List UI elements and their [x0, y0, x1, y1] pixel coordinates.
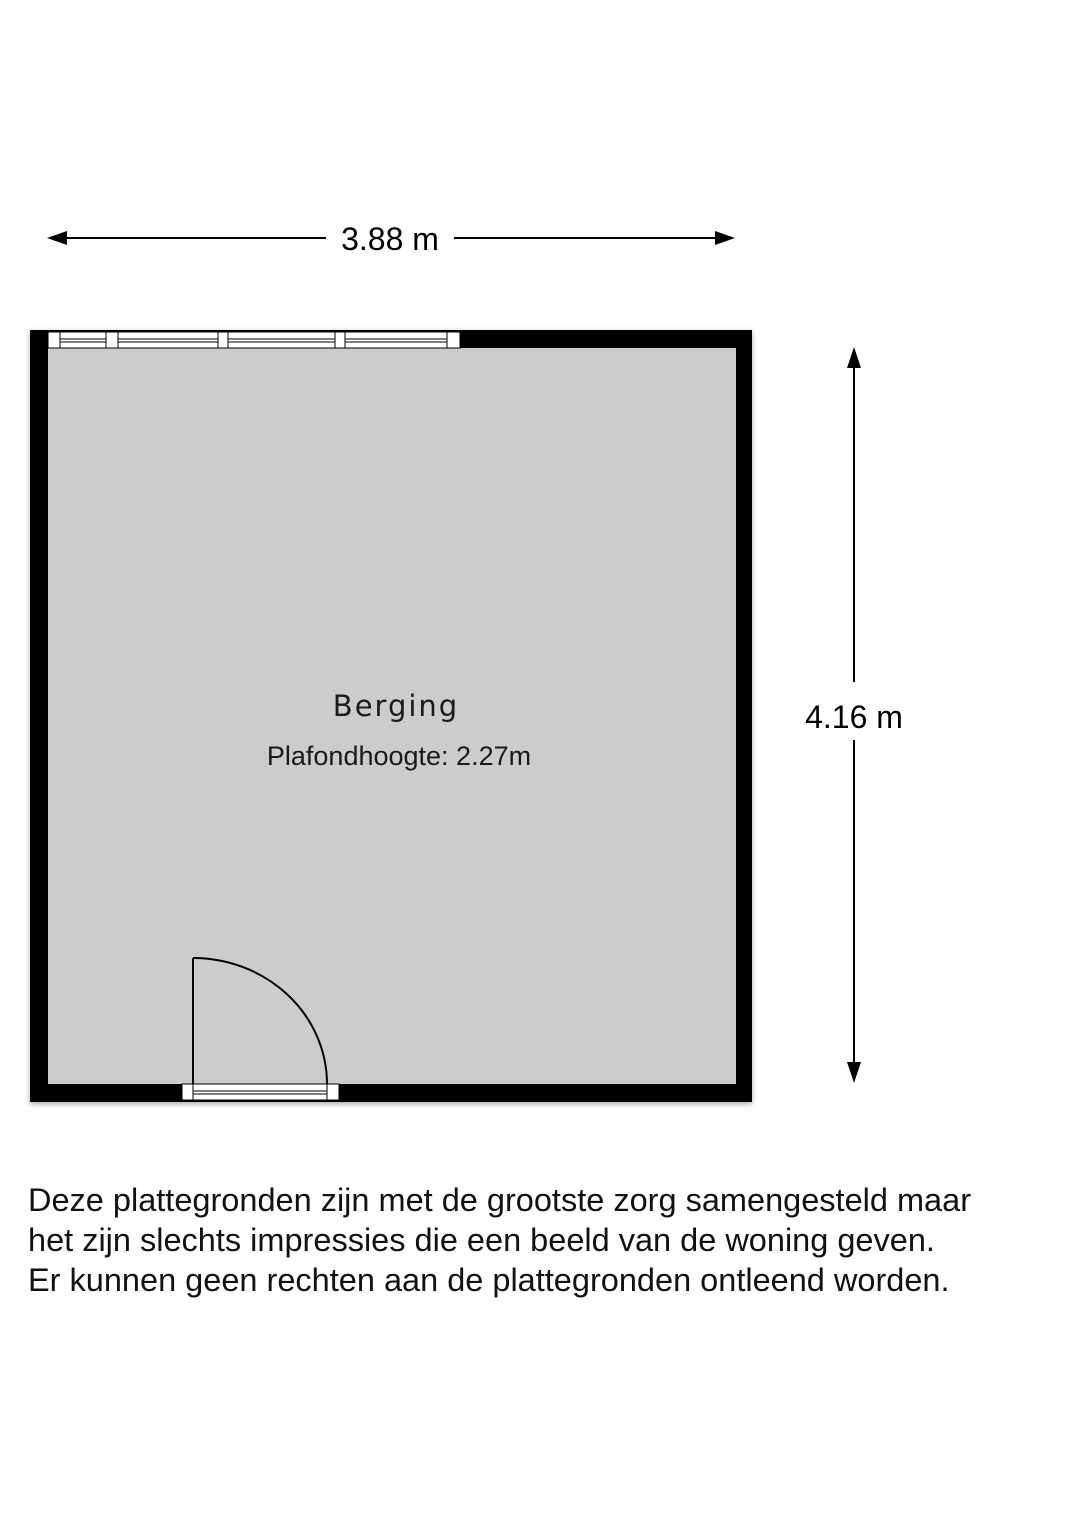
room-berging [30, 330, 752, 1102]
disclaimer-line: Er kunnen geen rechten aan de plattegronden ontleend worden. [28, 1262, 950, 1298]
disclaimer-line: Deze plattegronden zijn met de grootste zorg samengesteld maar [28, 1182, 972, 1218]
arrow-left-icon [47, 231, 67, 245]
disclaimer-line: het zijn slechts impressies die een beeld van de woning geven. [28, 1222, 935, 1258]
window [48, 332, 460, 348]
disclaimer [28, 1180, 1073, 1300]
arrow-up-icon [847, 347, 861, 368]
width-dimension [47, 221, 735, 257]
arrow-down-icon [847, 1062, 861, 1083]
arrow-right-icon [715, 231, 735, 245]
height-dimension [805, 347, 903, 1083]
room-name: Berging [332, 689, 460, 723]
width-label: 3.88 m [341, 221, 439, 257]
height-label: 4.16 m [805, 699, 903, 735]
ceiling-height: Plafondhoogte: 2.27m [266, 741, 532, 771]
